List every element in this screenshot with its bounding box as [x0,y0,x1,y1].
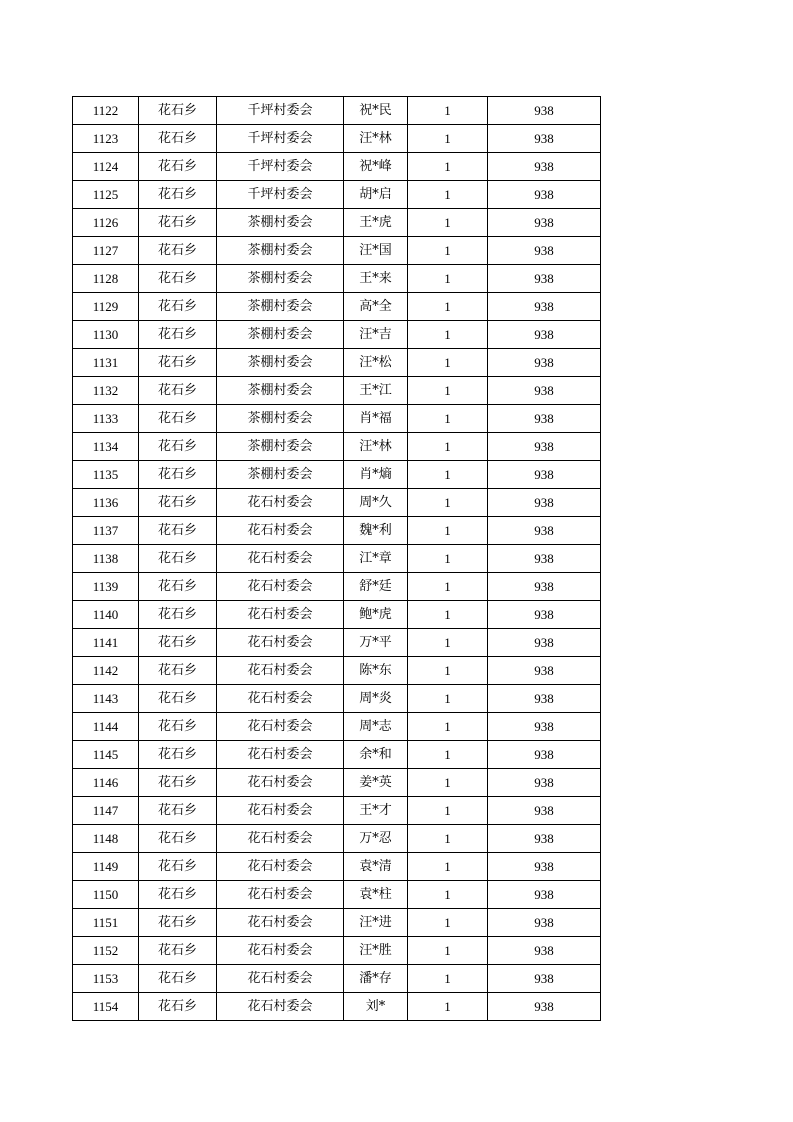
township-cell: 花石乡 [139,545,217,573]
village-committee-cell: 茶棚村委会 [217,237,344,265]
name-cell: 周*久 [344,489,408,517]
village-committee-cell: 花石村委会 [217,517,344,545]
table-row [73,433,601,461]
serial-number-cell: 1146 [73,769,139,797]
table-row [73,741,601,769]
serial-number-cell: 1154 [73,993,139,1021]
village-committee-cell: 花石村委会 [217,489,344,517]
count-cell: 1 [408,937,488,965]
village-committee-cell: 花石村委会 [217,573,344,601]
village-committee-cell: 茶棚村委会 [217,209,344,237]
serial-number-cell: 1134 [73,433,139,461]
village-committee-cell: 千坪村委会 [217,153,344,181]
amount-cell: 938 [488,629,601,657]
serial-number-cell: 1122 [73,97,139,125]
name-cell: 潘*存 [344,965,408,993]
township-cell: 花石乡 [139,489,217,517]
serial-number-cell: 1124 [73,153,139,181]
count-cell: 1 [408,405,488,433]
table-row [73,237,601,265]
serial-number-cell: 1143 [73,685,139,713]
amount-cell: 938 [488,489,601,517]
village-committee-cell: 茶棚村委会 [217,293,344,321]
count-cell: 1 [408,181,488,209]
amount-cell: 938 [488,713,601,741]
amount-cell: 938 [488,685,601,713]
table-row [73,517,601,545]
name-cell: 姜*英 [344,769,408,797]
village-committee-cell: 花石村委会 [217,685,344,713]
name-cell: 袁*清 [344,853,408,881]
township-cell: 花石乡 [139,601,217,629]
table-row [73,321,601,349]
table-row [73,461,601,489]
name-cell: 王*虎 [344,209,408,237]
serial-number-cell: 1142 [73,657,139,685]
serial-number-cell: 1127 [73,237,139,265]
township-cell: 花石乡 [139,209,217,237]
serial-number-cell: 1141 [73,629,139,657]
township-cell: 花石乡 [139,181,217,209]
count-cell: 1 [408,797,488,825]
serial-number-cell: 1150 [73,881,139,909]
table-row [73,629,601,657]
count-cell: 1 [408,853,488,881]
village-committee-cell: 花石村委会 [217,993,344,1021]
township-cell: 花石乡 [139,405,217,433]
name-cell: 汪*胜 [344,937,408,965]
count-cell: 1 [408,461,488,489]
table-row [73,685,601,713]
amount-cell: 938 [488,741,601,769]
village-committee-cell: 茶棚村委会 [217,405,344,433]
village-committee-cell: 茶棚村委会 [217,265,344,293]
table-row [73,265,601,293]
name-cell: 陈*东 [344,657,408,685]
table-row [73,209,601,237]
village-committee-cell: 花石村委会 [217,713,344,741]
count-cell: 1 [408,601,488,629]
table-row [73,293,601,321]
name-cell: 汪*吉 [344,321,408,349]
township-cell: 花石乡 [139,377,217,405]
amount-cell: 938 [488,517,601,545]
table-row [73,965,601,993]
amount-cell: 938 [488,573,601,601]
serial-number-cell: 1139 [73,573,139,601]
serial-number-cell: 1149 [73,853,139,881]
count-cell: 1 [408,265,488,293]
township-cell: 花石乡 [139,349,217,377]
name-cell: 汪*国 [344,237,408,265]
count-cell: 1 [408,489,488,517]
name-cell: 周*炎 [344,685,408,713]
name-cell: 鲍*虎 [344,601,408,629]
table-row [73,713,601,741]
village-committee-cell: 花石村委会 [217,965,344,993]
amount-cell: 938 [488,265,601,293]
name-cell: 江*章 [344,545,408,573]
table-row [73,881,601,909]
amount-cell: 938 [488,125,601,153]
serial-number-cell: 1147 [73,797,139,825]
village-committee-cell: 花石村委会 [217,937,344,965]
name-cell: 汪*进 [344,909,408,937]
count-cell: 1 [408,993,488,1021]
serial-number-cell: 1128 [73,265,139,293]
table-row [73,489,601,517]
township-cell: 花石乡 [139,909,217,937]
township-cell: 花石乡 [139,573,217,601]
village-committee-cell: 花石村委会 [217,881,344,909]
serial-number-cell: 1126 [73,209,139,237]
village-committee-cell: 花石村委会 [217,853,344,881]
name-cell: 魏*利 [344,517,408,545]
township-cell: 花石乡 [139,713,217,741]
count-cell: 1 [408,321,488,349]
amount-cell: 938 [488,321,601,349]
name-cell: 王*才 [344,797,408,825]
table-row [73,377,601,405]
serial-number-cell: 1145 [73,741,139,769]
amount-cell: 938 [488,881,601,909]
village-committee-cell: 花石村委会 [217,797,344,825]
table-row [73,405,601,433]
village-committee-cell: 茶棚村委会 [217,461,344,489]
amount-cell: 938 [488,181,601,209]
village-committee-cell: 花石村委会 [217,825,344,853]
amount-cell: 938 [488,405,601,433]
township-cell: 花石乡 [139,657,217,685]
village-committee-cell: 千坪村委会 [217,181,344,209]
table-row [73,797,601,825]
name-cell: 祝*民 [344,97,408,125]
village-committee-cell: 花石村委会 [217,909,344,937]
amount-cell: 938 [488,853,601,881]
table-row [73,993,601,1021]
table-row [73,853,601,881]
township-cell: 花石乡 [139,965,217,993]
village-committee-cell: 花石村委会 [217,629,344,657]
count-cell: 1 [408,125,488,153]
name-cell: 王*江 [344,377,408,405]
amount-cell: 938 [488,993,601,1021]
amount-cell: 938 [488,209,601,237]
township-cell: 花石乡 [139,937,217,965]
township-cell: 花石乡 [139,265,217,293]
serial-number-cell: 1144 [73,713,139,741]
count-cell: 1 [408,629,488,657]
amount-cell: 938 [488,293,601,321]
serial-number-cell: 1136 [73,489,139,517]
count-cell: 1 [408,741,488,769]
village-committee-cell: 花石村委会 [217,741,344,769]
serial-number-cell: 1153 [73,965,139,993]
serial-number-cell: 1135 [73,461,139,489]
township-cell: 花石乡 [139,433,217,461]
table-row [73,825,601,853]
village-committee-cell: 茶棚村委会 [217,349,344,377]
count-cell: 1 [408,965,488,993]
count-cell: 1 [408,573,488,601]
name-cell: 汪*林 [344,433,408,461]
name-cell: 胡*启 [344,181,408,209]
serial-number-cell: 1138 [73,545,139,573]
name-cell: 汪*松 [344,349,408,377]
count-cell: 1 [408,881,488,909]
township-cell: 花石乡 [139,881,217,909]
table-row [73,97,601,125]
table-row [73,153,601,181]
name-cell: 万*忍 [344,825,408,853]
serial-number-cell: 1148 [73,825,139,853]
name-cell: 肖*福 [344,405,408,433]
count-cell: 1 [408,433,488,461]
beneficiary-table [72,96,601,1021]
count-cell: 1 [408,825,488,853]
township-cell: 花石乡 [139,825,217,853]
name-cell: 余*和 [344,741,408,769]
serial-number-cell: 1132 [73,377,139,405]
count-cell: 1 [408,685,488,713]
name-cell: 舒*廷 [344,573,408,601]
township-cell: 花石乡 [139,769,217,797]
serial-number-cell: 1123 [73,125,139,153]
serial-number-cell: 1151 [73,909,139,937]
township-cell: 花石乡 [139,853,217,881]
serial-number-cell: 1125 [73,181,139,209]
table-row [73,769,601,797]
name-cell: 万*平 [344,629,408,657]
township-cell: 花石乡 [139,321,217,349]
amount-cell: 938 [488,377,601,405]
count-cell: 1 [408,153,488,181]
township-cell: 花石乡 [139,461,217,489]
count-cell: 1 [408,209,488,237]
township-cell: 花石乡 [139,685,217,713]
amount-cell: 938 [488,909,601,937]
name-cell: 袁*柱 [344,881,408,909]
village-committee-cell: 千坪村委会 [217,125,344,153]
township-cell: 花石乡 [139,153,217,181]
table-body [73,97,601,1021]
amount-cell: 938 [488,237,601,265]
amount-cell: 938 [488,657,601,685]
serial-number-cell: 1129 [73,293,139,321]
table-row [73,573,601,601]
count-cell: 1 [408,909,488,937]
name-cell: 汪*林 [344,125,408,153]
amount-cell: 938 [488,769,601,797]
village-committee-cell: 花石村委会 [217,545,344,573]
table-row [73,545,601,573]
township-cell: 花石乡 [139,517,217,545]
count-cell: 1 [408,713,488,741]
serial-number-cell: 1152 [73,937,139,965]
count-cell: 1 [408,545,488,573]
name-cell: 高*全 [344,293,408,321]
township-cell: 花石乡 [139,741,217,769]
village-committee-cell: 花石村委会 [217,657,344,685]
name-cell: 祝*峰 [344,153,408,181]
township-cell: 花石乡 [139,797,217,825]
village-committee-cell: 茶棚村委会 [217,433,344,461]
serial-number-cell: 1140 [73,601,139,629]
amount-cell: 938 [488,153,601,181]
table-row [73,601,601,629]
name-cell: 周*志 [344,713,408,741]
township-cell: 花石乡 [139,293,217,321]
table-row [73,657,601,685]
serial-number-cell: 1131 [73,349,139,377]
village-committee-cell: 千坪村委会 [217,97,344,125]
amount-cell: 938 [488,349,601,377]
count-cell: 1 [408,657,488,685]
township-cell: 花石乡 [139,629,217,657]
name-cell: 刘* [344,993,408,1021]
township-cell: 花石乡 [139,97,217,125]
village-committee-cell: 花石村委会 [217,769,344,797]
table-row [73,181,601,209]
count-cell: 1 [408,517,488,545]
count-cell: 1 [408,237,488,265]
amount-cell: 938 [488,825,601,853]
serial-number-cell: 1137 [73,517,139,545]
table-row [73,125,601,153]
amount-cell: 938 [488,601,601,629]
table-row [73,909,601,937]
amount-cell: 938 [488,545,601,573]
village-committee-cell: 茶棚村委会 [217,377,344,405]
count-cell: 1 [408,769,488,797]
count-cell: 1 [408,97,488,125]
count-cell: 1 [408,293,488,321]
table-row [73,349,601,377]
name-cell: 王*来 [344,265,408,293]
township-cell: 花石乡 [139,993,217,1021]
village-committee-cell: 花石村委会 [217,601,344,629]
serial-number-cell: 1130 [73,321,139,349]
table-row [73,937,601,965]
count-cell: 1 [408,349,488,377]
serial-number-cell: 1133 [73,405,139,433]
amount-cell: 938 [488,433,601,461]
township-cell: 花石乡 [139,125,217,153]
township-cell: 花石乡 [139,237,217,265]
amount-cell: 938 [488,965,601,993]
name-cell: 肖*熵 [344,461,408,489]
amount-cell: 938 [488,97,601,125]
amount-cell: 938 [488,461,601,489]
village-committee-cell: 茶棚村委会 [217,321,344,349]
amount-cell: 938 [488,797,601,825]
amount-cell: 938 [488,937,601,965]
count-cell: 1 [408,377,488,405]
